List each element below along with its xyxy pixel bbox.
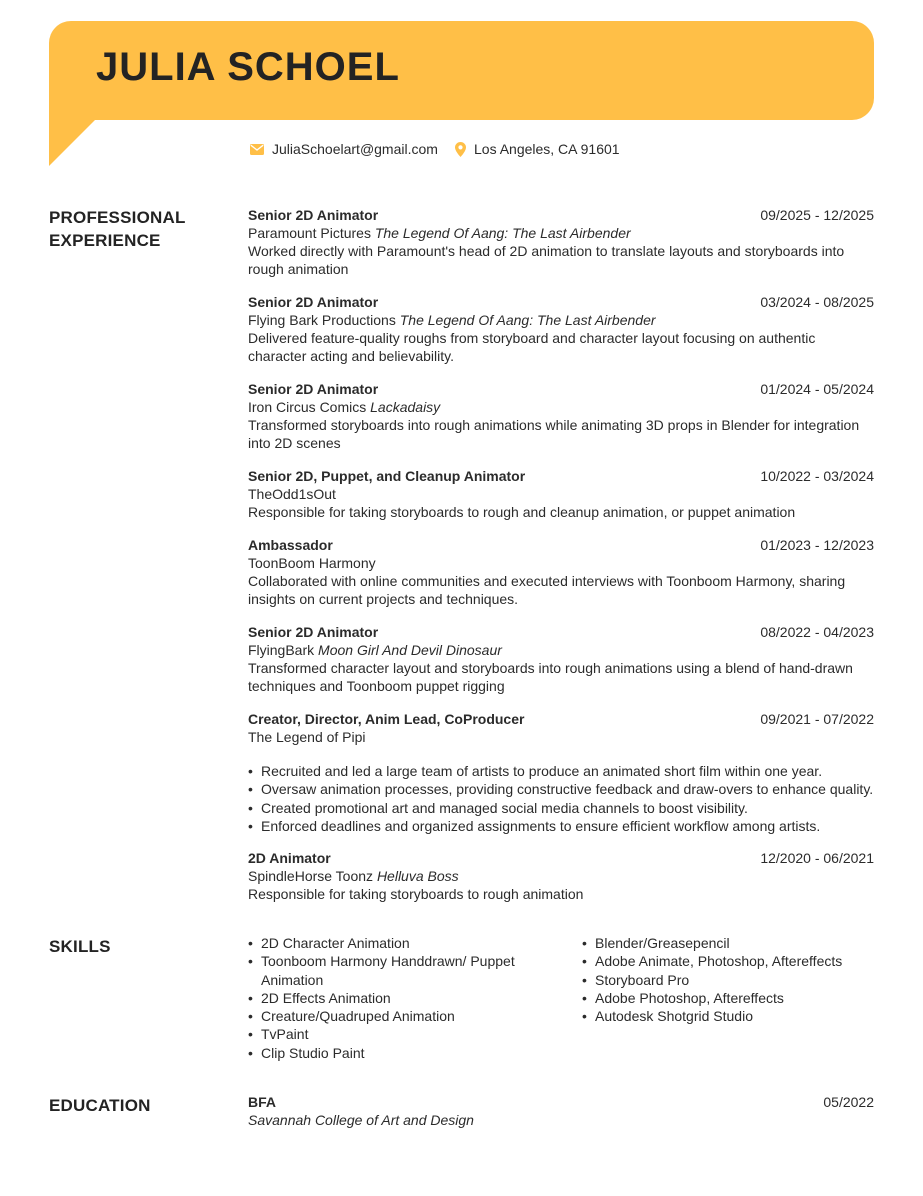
job-bullet: • Recruited and led a large team of artists to produce an animated short film within one year.: [248, 762, 874, 780]
job-dates: 10/2022 - 03/2024: [760, 468, 874, 484]
job-entry: [248, 849, 874, 903]
job-dates: 08/2022 - 04/2023: [760, 624, 874, 640]
job-bullet: • Oversaw animation processes, providing constructive feedback and draw-overs to enhance quality.: [248, 780, 874, 798]
job-dates: 09/2025 - 12/2025: [760, 207, 874, 223]
job-dates: 09/2021 - 07/2022: [760, 711, 874, 727]
degree: BFA: [248, 1094, 276, 1110]
section-title-skills: SKILLS: [49, 937, 111, 956]
section-title-education: EDUCATION: [49, 1096, 151, 1115]
skill-item: • Adobe Animate, Photoshop, Aftereffects: [582, 952, 874, 970]
education-date: 05/2022: [823, 1094, 874, 1110]
skill-item: • Creature/Quadruped Animation: [248, 1007, 548, 1025]
job-description: Worked directly with Paramount's head of 2D animation to translate layouts and storyboards into rough animation: [248, 243, 845, 277]
map-pin-icon: [455, 142, 466, 157]
skill-item: • Toonboom Harmony Handdrawn/ Puppet Animation: [248, 952, 548, 989]
job-title: Senior 2D Animator: [248, 624, 379, 640]
job-description: Responsible for taking storyboards to rough animation: [248, 886, 584, 902]
contact-email[interactable]: [250, 141, 438, 157]
skill-item: • Clip Studio Paint: [248, 1044, 548, 1062]
location-text: Los Angeles, CA 91601: [474, 141, 620, 157]
job-bullet-list: [248, 762, 874, 835]
school-name: Savannah College of Art and Design: [248, 1112, 474, 1128]
job-title: Ambassador: [248, 537, 333, 553]
skill-item: • 2D Effects Animation: [248, 989, 548, 1007]
job-company: FlyingBark: [248, 642, 315, 658]
job-bullet: • Created promotional art and managed social media channels to boost visibility.: [248, 799, 874, 817]
header-banner-tail: [49, 119, 96, 166]
job-entry: [248, 380, 874, 452]
job-entry: [248, 467, 874, 521]
envelope-icon: [250, 144, 264, 155]
job-entry: [248, 623, 874, 695]
job-project: Lackadaisy: [370, 399, 441, 415]
job-description: Collaborated with online communities and executed interviews with Toonboom Harmony, sharing insights on current projects and techniques.: [248, 573, 846, 607]
job-entry: [248, 536, 874, 608]
job-entry: [248, 710, 874, 835]
job-dates: 03/2024 - 08/2025: [760, 294, 874, 310]
job-company: Flying Bark Productions: [248, 312, 396, 328]
contact-location: [455, 141, 620, 157]
job-company: Paramount Pictures: [248, 225, 371, 241]
job-description: Transformed character layout and storyboards into rough animations using a blend of hand-drawn techniques and Toonboom puppet rigging: [248, 660, 853, 694]
job-description: Delivered feature-quality roughs from storyboard and character layout focusing on authentic character acting and believability.: [248, 330, 816, 364]
job-dates: 12/2020 - 06/2021: [760, 850, 874, 866]
job-title: Creator, Director, Anim Lead, CoProducer: [248, 711, 525, 727]
job-dates: 01/2023 - 12/2023: [760, 537, 874, 553]
job-project: The Legend Of Aang: The Last Airbender: [399, 312, 656, 328]
job-bullet: • Enforced deadlines and organized assignments to ensure efficient workflow among artists.: [248, 817, 874, 835]
job-description: Responsible for taking storyboards to rough and cleanup animation, or puppet animation: [248, 504, 796, 520]
job-company: ToonBoom Harmony: [248, 555, 376, 571]
job-project: Helluva Boss: [376, 868, 459, 884]
job-dates: 01/2024 - 05/2024: [760, 381, 874, 397]
job-company: Iron Circus Comics: [248, 399, 367, 415]
skill-item: • 2D Character Animation: [248, 934, 548, 952]
job-title: Senior 2D Animator: [248, 207, 379, 223]
job-description: Transformed storyboards into rough animations while animating 3D props in Blender for integration into 2D scenes: [248, 417, 860, 451]
skill-item: • TvPaint: [248, 1025, 548, 1043]
skills-list-left: [248, 934, 548, 1062]
job-title: Senior 2D Animator: [248, 294, 379, 310]
job-title: 2D Animator: [248, 850, 331, 866]
job-project: The Legend Of Aang: The Last Airbender: [374, 225, 631, 241]
job-project: Moon Girl And Devil Dinosaur: [318, 642, 502, 658]
skills-list-right: [582, 934, 874, 1025]
job-entry: [248, 206, 874, 278]
skill-item: • Blender/Greasepencil: [582, 934, 874, 952]
job-company: The Legend of Pipi: [248, 729, 366, 745]
job-company: TheOdd1sOut: [248, 486, 336, 502]
skill-item: • Adobe Photoshop, Aftereffects: [582, 989, 874, 1007]
job-title: Senior 2D Animator: [248, 381, 379, 397]
job-title: Senior 2D, Puppet, and Cleanup Animator: [248, 468, 526, 484]
section-title-experience: PROFESSIONAL EXPERIENCE: [49, 208, 186, 250]
skill-item: • Autodesk Shotgrid Studio: [582, 1007, 874, 1025]
education-entry: [248, 1093, 874, 1129]
email-text: JuliaSchoelart@gmail.com: [272, 141, 438, 157]
job-company: SpindleHorse Toonz: [248, 868, 374, 884]
job-entry: [248, 293, 874, 365]
skill-item: • Storyboard Pro: [582, 971, 874, 989]
candidate-name: JULIA SCHOEL: [96, 45, 400, 89]
